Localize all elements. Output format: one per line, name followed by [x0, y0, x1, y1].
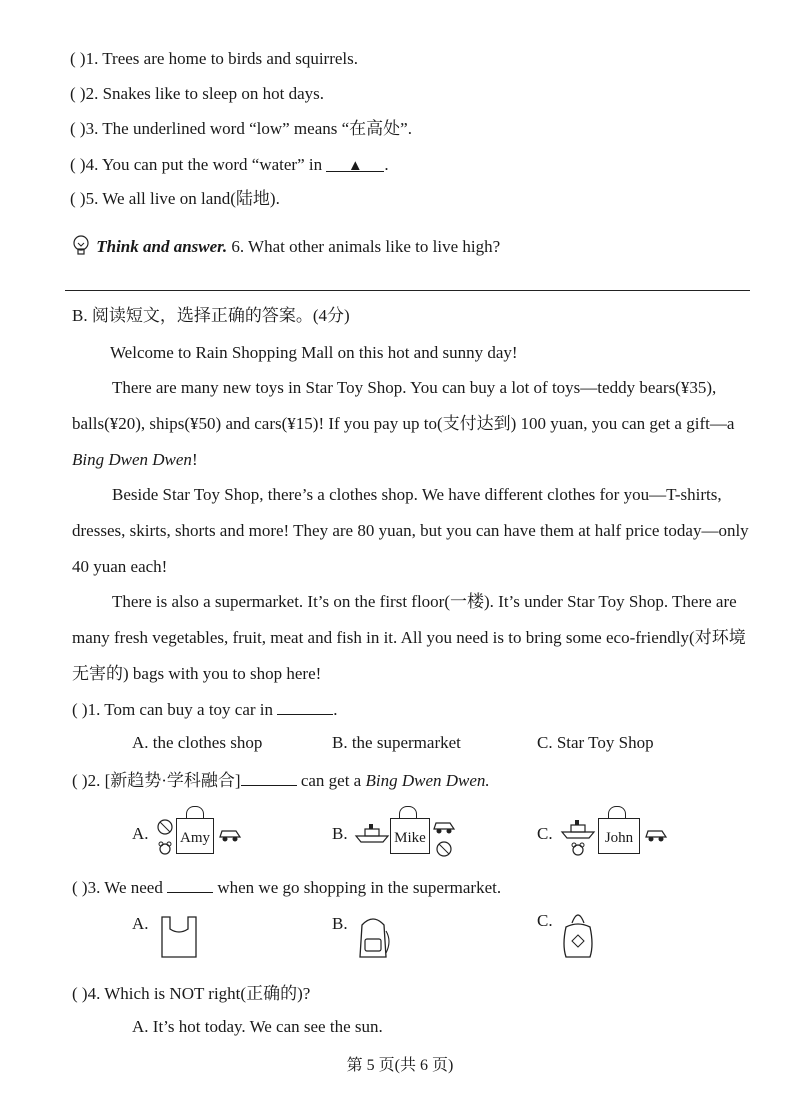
car-and-ball-icon [432, 818, 458, 858]
question-a1: ( )1. Trees are home to birds and squirrels. [70, 49, 359, 68]
option-c-letter: C. [537, 824, 553, 843]
shopping-bag-mike: Mike [390, 818, 430, 854]
question-b2-text: ( )2. [新趋势·学科融合] [72, 771, 241, 790]
option-b-letter: B. [332, 824, 348, 843]
question-b4: ( )4. Which is NOT right(正确的)? [72, 984, 311, 1003]
ship-icon [354, 822, 390, 844]
passage-p2-text: There are many new toys in Star Toy Shop. You can buy a lot of toys—teddy bears(¥35), balls(¥20), ships(¥50) and cars(¥15)! If you pay up to(支付达到) 100 yuan, you can get a gift—a [72, 378, 735, 433]
divider [65, 290, 750, 291]
answer-blank [241, 768, 297, 786]
question-a4: ( )4. You can put the word “water” in ▲ . [70, 155, 389, 174]
question-b3 [72, 875, 501, 899]
question-b1-text: ( )1. Tom can buy a toy car in [72, 700, 274, 719]
answer-blank [167, 875, 213, 893]
question-b2 [72, 768, 490, 792]
question-b2-post: can get a [300, 771, 366, 790]
lightbulb-icon [70, 234, 92, 256]
answer-blank [326, 154, 384, 172]
option-a-letter: A. [132, 914, 149, 933]
passage-p2-italic: Bing Dwen Dwen [72, 450, 192, 469]
question-b3-post: when we go shopping in the supermarket. [217, 878, 502, 897]
answer-blank [277, 697, 333, 715]
think-label: Think and answer. [96, 237, 228, 256]
car-icon [218, 826, 242, 842]
passage-p2-end: ! [191, 450, 198, 469]
passage-p1: Welcome to Rain Shopping Mall on this hot and sunny day! [110, 343, 518, 362]
think-and-answer [70, 230, 500, 258]
option-a: A. It’s hot today. We can see the sun. [132, 1017, 383, 1036]
question-b2-italic: Bing Dwen Dwen. [365, 771, 490, 790]
triangle-icon: ▲ [347, 158, 363, 174]
question-a2: ( )2. Snakes like to sleep on hot days. [70, 84, 325, 103]
shopping-bag-amy: Amy [176, 818, 214, 854]
question-a5: ( )5. We all live on land(陆地). [70, 189, 280, 208]
think-question: 6. What other animals like to live high? [231, 237, 501, 256]
option-a: A. the clothes shop [132, 733, 263, 752]
question-b3-text: ( )3. We need [72, 878, 163, 897]
option-c-letter: C. [537, 911, 553, 930]
backpack-icon [352, 913, 394, 961]
question-b1 [72, 697, 338, 721]
car-icon [644, 826, 668, 842]
option-c: C. Star Toy Shop [537, 733, 654, 752]
ship-and-bear-icon [560, 818, 596, 858]
eco-bag-icon [558, 905, 598, 961]
ball-and-bear-icon [155, 818, 177, 858]
question-b1-end: . [333, 700, 338, 719]
option-b: B. the supermarket [332, 733, 461, 752]
passage-p4: There is also a supermarket. It’s on the first floor(一楼). It’s under Star Toy Shop. There are many fresh vegetables, fruit, meat and fish in it. All you need is to bring some eco-friendly(对环境无害的) bags with you to shop here! [72, 592, 746, 683]
shopping-bag-john: John [598, 818, 640, 854]
option-b-letter: B. [332, 914, 348, 933]
section-b-heading: B. 阅读短文，选择正确的答案。(4分) [72, 306, 350, 325]
page-footer: 第 5 页(共 6 页) [346, 1057, 454, 1074]
passage-p3: Beside Star Toy Shop, there’s a clothes shop. We have different clothes for you—T-shirts, dresses, skirts, shorts and more! They are 80 yuan, but you can have them at half price today—only 40 yuan each! [72, 485, 749, 576]
passage-p2 [72, 370, 750, 478]
question-a4-text: ( )4. You can put the word “water” in [70, 155, 323, 174]
option-a-letter: A. [132, 824, 149, 843]
plastic-bag-icon [158, 913, 200, 961]
question-a3: ( )3. The underlined word “low” means “在高处”. [70, 119, 412, 138]
